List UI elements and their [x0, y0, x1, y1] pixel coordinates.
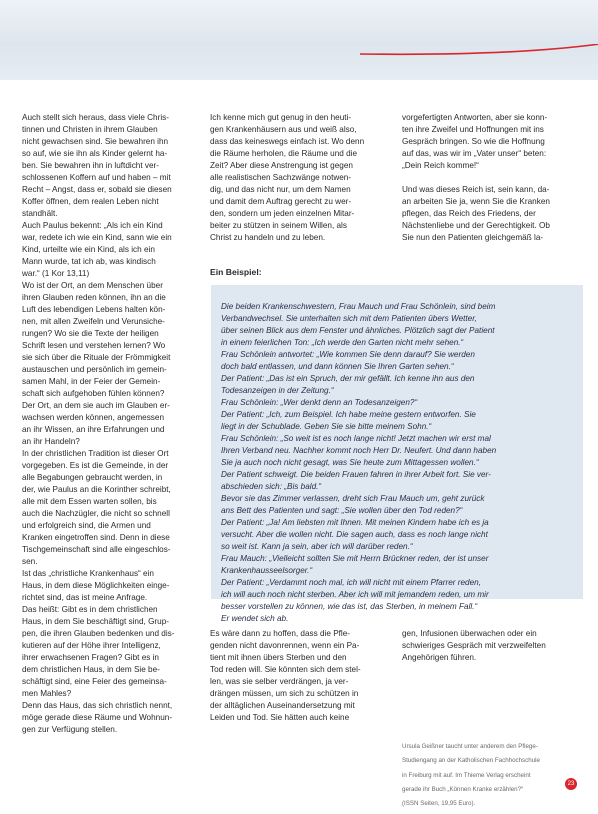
text-line: Angehörigen führen.	[402, 653, 477, 662]
text-line: die Räume herholen, die Räume und die	[210, 149, 358, 158]
text-line: dem christlichen Haus, in dem Sie be-	[22, 665, 160, 674]
dialogue-line: in einem feierlichen Ton: „Ich werde den Garten nicht mehr sehen.“	[221, 338, 464, 347]
text-line: Tod reden will. Sie könnten sich dem stel-	[210, 665, 361, 674]
text-line: auf das, was wir im „Vater unser“ beten:	[402, 149, 547, 158]
dialogue-line: Ihren Verband neu. Nachher kommt noch Herr Dr. Neufert. Und dann haben	[221, 446, 497, 455]
text-line: beiter zu stützen in seinem Willen, als	[210, 221, 347, 230]
text-line: Nächstenliebe und der Gerechtigkeit. Ob	[402, 221, 550, 230]
text-line: In der christlichen Tradition ist dieser Ort	[22, 449, 169, 458]
text-line: ben. Sie bewahren ihn in luftdicht ver-	[22, 161, 159, 170]
text-line: ihrer erwachsenen Fragen? Gibt es in	[22, 653, 159, 662]
text-line: Das heißt: Gibt es in dem christlichen	[22, 605, 158, 614]
text-line: pen, die ihren Glauben bedenken und dis-	[22, 629, 175, 638]
text-line: möge gerade diese Räume und Wohnun-	[22, 713, 173, 722]
text-line	[402, 172, 580, 184]
dialogue-line: über seinen Blick aus dem Fenster und ähnliches. Plötzlich sagt der Patient	[221, 326, 495, 335]
text-line: Christ zu handeln und zu leben.	[210, 233, 326, 242]
text-line: Sie nun den Patienten gleichgemäß la-	[402, 233, 544, 242]
bio-line: Ursula Geißner taucht unter anderem den Pflege-	[402, 743, 538, 751]
dialogue-line: abschieden sich: „Bis bald.“	[221, 482, 322, 491]
dialogue-line: Frau Schönlein: „So weit ist es noch lange nicht! Jetzt machen wir erst mal	[221, 434, 491, 443]
text-line: schäftigt sind, eine Feier des gemeinsa-	[22, 677, 167, 686]
dialogue-line: Bevor sie das Zimmer verlassen, dreht sich Frau Mauch um, geht zurück	[221, 494, 485, 503]
bio-line: Studiengang an der Katholischen Fachhochschule	[402, 757, 540, 765]
dialogue-line: Die beiden Krankenschwestern, Frau Mauch und Frau Schönlein, sind beim	[221, 302, 496, 311]
text-line: austauschen und persönlich im gemein-	[22, 365, 167, 374]
text-line: men Mahles?	[22, 689, 72, 698]
text-line: wachsen werden können, angemessen	[22, 413, 165, 422]
text-line: Kranken eingetroffen sind. Denn in diese	[22, 533, 170, 542]
text-line: Mann wurde, tat ich ab, was kindisch	[22, 257, 156, 266]
text-line: schlossenen Koffern auf und haben – mit	[22, 173, 171, 182]
text-line: schwieriges Gespräch mit verzweifelten	[402, 641, 546, 650]
text-line: war.“ (1 Kor 13,11)	[22, 269, 90, 278]
text-line: Und was dieses Reich ist, sein kann, da-	[402, 185, 550, 194]
bio-line: in Freiburg mit auf. Im Thieme Verlag erscheint	[402, 771, 531, 779]
text-line: Haus, in dem Sie beschäftigt sind, Grup-	[22, 617, 169, 626]
text-line: Ich kenne mich gut genug in den heuti-	[210, 113, 352, 122]
text-line: Auch stellt sich heraus, dass viele Chris-	[22, 113, 169, 122]
text-line: Auch Paulus bekennt: „Als ich ein Kind	[22, 221, 163, 230]
example-heading: Ein Beispiel:	[210, 267, 262, 277]
article-column-3-continued	[402, 628, 580, 664]
text-line: genden nicht davonrennen, wenn ein Pa-	[210, 641, 360, 650]
text-line: alle mit dem Essen warten sollen, bis	[22, 497, 157, 506]
article-column-3	[402, 112, 580, 244]
dialogue-line: liegt in der Schublade. Geben Sie sie bitte meinem Sohn.“	[221, 422, 432, 431]
text-line: len, was sie selber verdrängen, ja ver-	[210, 677, 349, 686]
decorative-red-curve	[360, 44, 598, 64]
text-line: richtet sind, das ist meine Anfrage.	[22, 593, 148, 602]
dialogue-line: ich will auch noch nicht sterben. Aber ich will mit jemandem reden, um mir	[221, 590, 489, 599]
text-line: schaft sich aufgehoben fühlen können?	[22, 389, 165, 398]
dialogue-line: Krankenhausseelsorger.“	[221, 566, 313, 575]
text-line: alle realistischen Sachzwänge notwen-	[210, 173, 352, 182]
author-bio-note	[402, 737, 567, 814]
dialogue-line: Frau Mauch: „Vielleicht sollten Sie mit Herrn Brückner reden, der ist unser	[221, 554, 489, 563]
text-line: vorgefertigten Antworten, aber sie konn-	[402, 113, 548, 122]
dialogue-line: Todesanzeigen in der Zeitung.“	[221, 386, 334, 395]
text-line: „Dein Reich komme!“	[402, 161, 479, 170]
text-line: der, wie Paulus an die Korinther schreibt,	[22, 485, 171, 494]
text-line: tinnen und Christen in ihrem Glauben	[22, 125, 158, 134]
text-line: kutieren auf der Höhe ihrer Intelligenz,	[22, 641, 161, 650]
text-line: Kind, urteilte wie ein Kind, als ich ein	[22, 245, 155, 254]
dialogue-line: so weit ist. Kann ja sein, aber ich will darüber reden.“	[221, 542, 413, 551]
dialogue-line: Der Patient: „Verdammt noch mal, ich will nicht mit einem Pfarrer reden,	[221, 578, 481, 587]
text-line: und erfolgreich sind, die Armen und	[22, 521, 151, 530]
article-column-2	[210, 112, 388, 244]
dialogue-line: Sie ja auch noch nicht gesagt, was Sie heute zum Mittagessen wollen.“	[221, 458, 479, 467]
article-column-1	[22, 112, 200, 736]
bio-line: gerade ihr Buch „Können Kranke erzählen?“	[402, 785, 524, 793]
dialogue-line: ans Bett des Patienten und sagt: „Sie wollen über den Tod reden?“	[221, 506, 463, 515]
text-line: gen Krankenhäusern aus und weiß also,	[210, 125, 357, 134]
text-line: Wo ist der Ort, an dem Menschen über	[22, 281, 163, 290]
text-line: an arbeiten Sie ja, wenn Sie die Kranken	[402, 197, 550, 206]
text-line: Luft des lebendigen Lebens halten kön-	[22, 305, 166, 314]
dialogue-line: Der Patient schweigt. Die beiden Frauen fahren in ihrer Arbeit fort. Sie ver-	[221, 470, 491, 479]
text-line: Tischgemeinschaft sind alle eingeschlos-	[22, 545, 171, 554]
example-dialogue	[221, 301, 577, 625]
dialogue-line: Verbandwechsel. Sie unterhalten sich mit dem Patienten übers Wetter,	[221, 314, 477, 323]
text-line: Haus, in dem diese Möglichkeiten einge-	[22, 581, 170, 590]
text-line: an ihr Handeln?	[22, 437, 80, 446]
text-line: Ist das „christliche Krankenhaus“ ein	[22, 569, 154, 578]
text-line: samen Mahl, in der Feier der Gemein-	[22, 377, 161, 386]
text-line: an ihr Wissen, an ihre Erfahrungen und	[22, 425, 165, 434]
article-column-2-continued	[210, 628, 388, 724]
page-number: 23	[567, 781, 575, 787]
text-line: gen, Infusionen überwachen oder ein	[402, 629, 537, 638]
text-line: pflegen, das Reich des Friedens, der	[402, 209, 536, 218]
text-line: Denn das Haus, das sich christlich nennt,	[22, 701, 173, 710]
text-line: nicht gewachsen sind. Sie bewahren ihn	[22, 137, 169, 146]
dialogue-line: versucht. Aber die wollen nicht. Die sagen auch, dass es noch lange nicht	[221, 530, 488, 539]
text-line: Recht – Angst, dass er, sobald sie diesen	[22, 185, 172, 194]
page-number-badge	[564, 778, 578, 790]
text-line: Es wäre dann zu hoffen, dass die Pfle-	[210, 629, 351, 638]
dialogue-line: Der Patient: „Ich, zum Beispiel. Ich habe meine gestern entworfen. Sie	[221, 410, 476, 419]
text-line: rungen? Wo sie die Texte der heiligen	[22, 329, 159, 338]
text-line: standhält.	[22, 209, 58, 218]
text-line: Zeit? Aber diese Anstrengung ist gegen	[210, 161, 353, 170]
dialogue-line: Der Patient: „Das ist ein Spruch, der mir gefällt. Ich kenne ihn aus den	[221, 374, 475, 383]
text-line: und damit dem Auftrag gerecht zu wer-	[210, 197, 352, 206]
text-line: Leiden und Tod. Sie hätten auch keine	[210, 713, 350, 722]
text-line: Schrift lesen und verstehen lernen? Wo	[22, 341, 166, 350]
dialogue-line: Er wendet sich ab.	[221, 614, 289, 623]
text-line: dass das keineswegs einfach ist. Wo denn	[210, 137, 365, 146]
text-line: so auf, wie sie ihn als Kinder gelernt ha-	[22, 149, 168, 158]
text-line: war, redete ich wie ein Kind, sann wie ein	[22, 233, 172, 242]
text-line: alle Begabungen gebraucht werden, in	[22, 473, 163, 482]
text-line: der alltäglichen Auseinandersetzung mit	[210, 701, 355, 710]
text-line: dig, und das nicht nur, um dem Namen	[210, 185, 351, 194]
dialogue-line: besser vorstellen zu können, wie das ist, das Sterben, in meinem Fall.“	[221, 602, 478, 611]
dialogue-line: Frau Schönlein antwortet: „Wie kommen Sie denn darauf? Sie werden	[221, 350, 475, 359]
text-line: sie sich über die Rituale der Frömmigkeit	[22, 353, 171, 362]
text-line: ten ihre Zweifel und Hoffnungen mit ins	[402, 125, 544, 134]
text-line: nen, mit allen Zweifeln und Verunsiche-	[22, 317, 165, 326]
dialogue-line: doch bald entlassen, und dann können Sie Ihren Garten sehen.“	[221, 362, 454, 371]
text-line: tient mit ihnen übers Sterben und den	[210, 653, 347, 662]
dialogue-line: Der Patient: „Ja! Am liebsten mit Ihnen. Mit meinen Kindern habe ich es ja	[221, 518, 489, 527]
dialogue-line: Frau Schönlein: „Wer denkt denn an Todesanzeigen?“	[221, 398, 418, 407]
text-line: Koffer öffnen, dem realen Leben nicht	[22, 197, 159, 206]
text-line: sen.	[22, 557, 38, 566]
bio-line: (ISSN Seiten, 19,95 Euro).	[402, 799, 476, 807]
text-line: vorgegeben. Es ist die Gemeinde, in der	[22, 461, 169, 470]
text-line: gen zur Verfügung stellen.	[22, 725, 118, 734]
text-line: drängen müssen, um sich zu schützen in	[210, 689, 359, 698]
text-line: ihren Glauben reden können, ihn an die	[22, 293, 166, 302]
text-line: den, sondern um jeden einzelnen Mitar-	[210, 209, 355, 218]
text-line: auch die Nachzügler, die nicht so schnell	[22, 509, 170, 518]
text-line: Gespräch bringen. So wie die Hoffnung	[402, 137, 545, 146]
text-line: Der Ort, an dem sie auch im Glauben er-	[22, 401, 170, 410]
header-band	[0, 0, 598, 80]
